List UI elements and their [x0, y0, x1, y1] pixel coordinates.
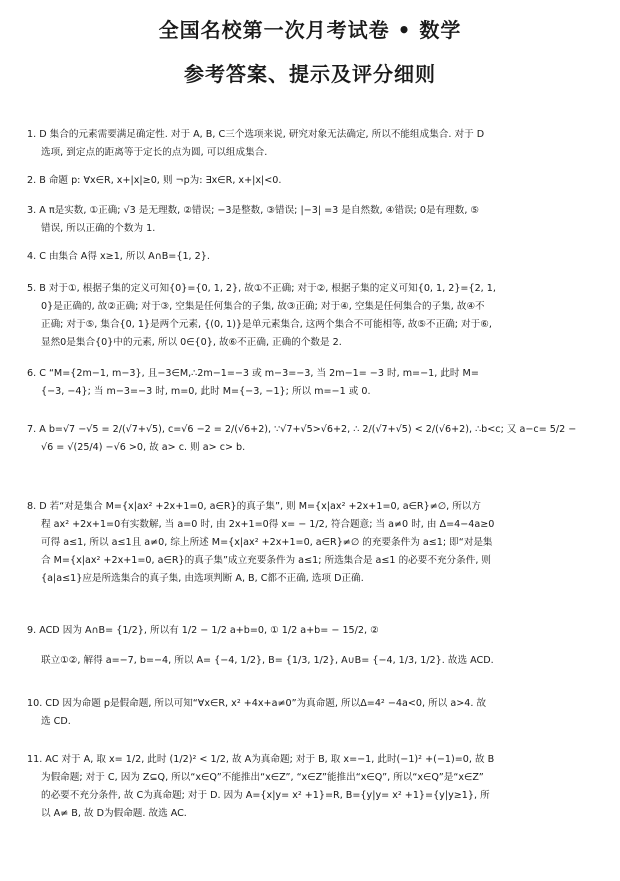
- answer-line: 3. A π是实数, ①正确; √3 是无理数, ②错误; −3是整数, ③错误; |−3| =3 是自然数, ④错误; 0是有理数, ⑤: [27, 205, 480, 216]
- answer-line: 0}是正确的, 故②正确; 对于③, 空集是任何集合的子集, 故③正确; 对于④, 空集是任何集合的子集, 故④不: [41, 301, 485, 312]
- answer-line: √6 = √(25/4) −√6 >0, 故 a> c. 则 a> c> b.: [41, 442, 246, 453]
- answer-9: [27, 622, 597, 670]
- answer-line: {−3, −4}; 当 m−3=−3 时, m=0, 此时 M={−3, −1}; 所以 m=−1 或 0.: [41, 386, 371, 397]
- answer-10: [27, 695, 597, 731]
- answer-line: 以 A≠ B, 故 D为假命题. 故选 AC.: [41, 808, 187, 819]
- answer-line: 2. B 命题 p: ∀x∈R, x+|x|≥0, 则 ¬p为: ∃x∈R, x+|x|<0.: [27, 175, 282, 186]
- answer-subtitle: 参考答案、提示及评分细则: [184, 62, 436, 86]
- answer-line: 的必要不充分条件, 故 C为真命题; 对于 D. 因为 A={x|y= x² +1}=R, B={y|y= x² +1}={y|y≥1}, 所: [41, 790, 490, 801]
- answer-line: 4. C 由集合 A得 x≥1, 所以 A∩B={1, 2}.: [27, 251, 210, 262]
- answer-line: 7. A b=√7 −√5 = 2/(√7+√5), c=√6 −2 = 2/(√6+2), ∵√7+√5>√6+2, ∴ 2/(√7+√5) < 2/(√6+2), ∴b<c; 又 a−c= 5/2 −: [27, 424, 577, 435]
- answer-1: [27, 126, 597, 162]
- answer-11: [27, 751, 597, 823]
- answer-7: [27, 421, 597, 457]
- answer-line: 显然0是集合{0}中的元素, 所以 0∈{0}, 故⑥不正确, 正确的个数是 2.: [41, 337, 342, 348]
- exam-title: 全国名校第一次月考试卷 • 数学: [158, 18, 462, 42]
- answer-line: 联立①②, 解得 a=−7, b=−4, 所以 A= {−4, 1/2}, B= {1/3, 1/2}, A∪B= {−4, 1/3, 1/2}. 故选 ACD.: [41, 655, 494, 666]
- answer-line: 错误, 所以正确的个数为 1.: [41, 223, 156, 234]
- answer-line: 9. ACD 因为 A∩B= {1/2}, 所以有 1/2 − 1/2 a+b=0, ① 1/2 a+b= − 15/2, ②: [27, 625, 379, 636]
- answer-line: 8. D 若“对是集合 M={x|ax² +2x+1=0, a∈R}的真子集”, 则 M={x|ax² +2x+1=0, a∈R}≠∅, 所以方: [27, 501, 481, 512]
- answer-line: 为假命题; 对于 C, 因为 Z⊆Q, 所以“x∈Q”不能推出“x∈Z”, “x∈Z”能推出“x∈Q”, 所以“x∈Q”是“x∈Z”: [41, 772, 484, 783]
- answer-line: 可得 a≤1, 所以 a≤1且 a≠0, 综上所述 M={x|ax² +2x+1=0, a∈R}≠∅ 的充要条件为 a≤1; 即“对是集: [41, 537, 493, 548]
- answer-4: [27, 248, 597, 266]
- answer-6: [27, 365, 597, 401]
- answer-line: 程 ax² +2x+1=0有实数解, 当 a=0 时, 由 2x+1=0得 x= − 1/2, 符合题意; 当 a≠0 时, 由 Δ=4−4a≥0: [41, 519, 495, 530]
- answer-line: 5. B 对于①, 根据子集的定义可知{0}={0, 1, 2}, 故①不正确; 对于②, 根据子集的定义可知{0, 1, 2}={2, 1,: [27, 283, 496, 294]
- answer-line: 1. D 集合的元素需要满足确定性. 对于 A, B, C三个选项来说, 研究对象无法确定, 所以不能组成集合. 对于 D: [27, 129, 485, 140]
- answer-line: 10. CD 因为命题 p是假命题, 所以可知“∀x∈R, x² +4x+a≠0”为真命题, 所以Δ=4² −4a<0, 所以 a>4. 故: [27, 698, 487, 709]
- answer-3: [27, 202, 597, 238]
- answer-5: [27, 280, 597, 352]
- answer-line: 选 CD.: [41, 716, 71, 727]
- answer-8: [27, 498, 597, 588]
- answer-2: [27, 172, 597, 190]
- answer-line: 选项, 到定点的距离等于定长的点为圆, 可以组成集合.: [41, 147, 268, 158]
- answer-line: 合 M={x|ax² +2x+1=0, a∈R}的真子集”成立充要条件为 a≤1; 所选集合是 a≤1 的必要不充分条件, 则: [41, 555, 492, 566]
- answer-line: 11. AC 对于 A, 取 x= 1/2, 此时 (1/2)² < 1/2, 故 A为真命题; 对于 B, 取 x=−1, 此时(−1)² +(−1)=0, 故 B: [27, 754, 495, 765]
- answer-line: {a|a≤1}应是所选集合的真子集, 由选项判断 A, B, C都不正确, 选项 D正确.: [41, 573, 364, 584]
- answer-line: 正确; 对于⑤, 集合{0, 1}是两个元素, {(0, 1)}是单元素集合, 这两个集合不可能相等, 故⑤不正确; 对于⑥,: [41, 319, 492, 330]
- answer-line: 6. C “M={2m−1, m−3}, 且−3∈M,∴2m−1=−3 或 m−3=−3, 当 2m−1= −3 时, m=−1, 此时 M=: [27, 368, 479, 379]
